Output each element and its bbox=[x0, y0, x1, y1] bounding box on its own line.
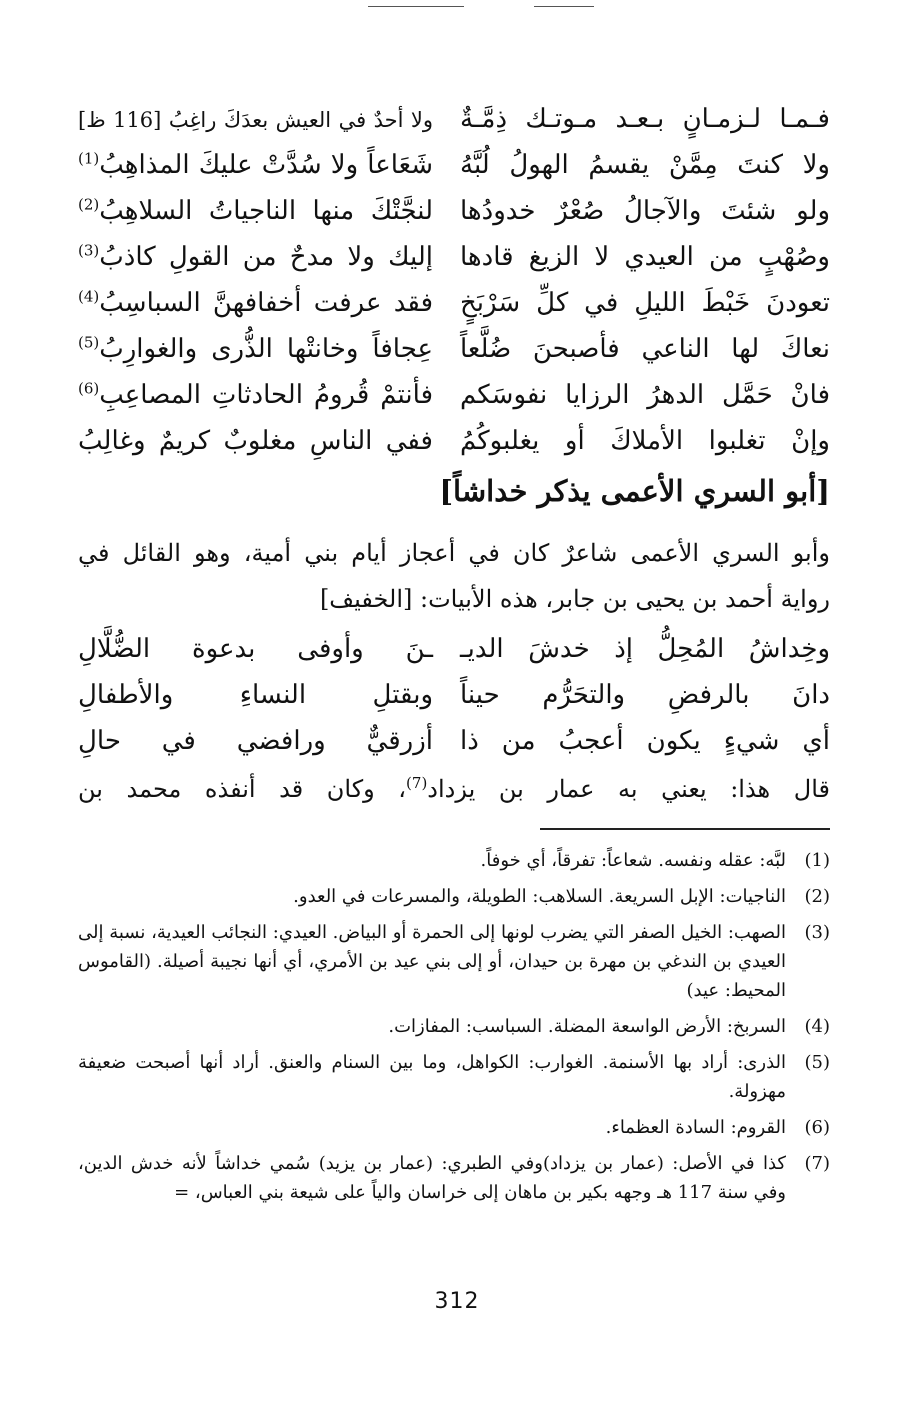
footnote-item bbox=[78, 1113, 830, 1142]
footnote-text: كذا في الأصل: (عمار بن يزداد)وفي الطبري: (عمار بن يزيد) سُمي خداشاً لأنه خدش الدين، وفي سنة 117 هـ وجهه بكير بن ماهان إلى خراسان والياً على شيعة بني العباس، = bbox=[78, 1153, 786, 1203]
verse-line bbox=[78, 106, 830, 152]
footnote-text: الذرى: أراد بها الأسنمة. الغوارب: الكواهل، وما بين السنام والعنق. أراد أنها أصبحت ضعيفة مهزولة. bbox=[78, 1052, 786, 1102]
footnotes bbox=[78, 846, 830, 1214]
verse-second-text: ولا أحدٌ في العيش بعدَكَ راغِبُ [116 ظ] bbox=[78, 108, 433, 132]
verse-first-hemistich: وخِداشُ المُحِلُّ إذ خدشَ الديـ bbox=[460, 634, 830, 664]
verse-line bbox=[78, 428, 830, 474]
prose-line: وأبو السري الأعمى شاعرٌ كان في أعجاز أيام بني أمية، وهو القائل في bbox=[78, 539, 830, 567]
verse-second-text: فقد عرفت أخفافهنَّ السباسِبُ bbox=[99, 288, 433, 318]
prose-line bbox=[78, 766, 830, 812]
footnote-marker: (3) bbox=[78, 241, 100, 260]
verse-second-text: فأنتمْ قُرومُ الحادثاتِ المصاعِبِ bbox=[99, 380, 433, 410]
verse-line bbox=[78, 379, 830, 428]
footnote-marker: (2) bbox=[78, 195, 100, 214]
page-number: 312 bbox=[434, 1289, 480, 1314]
footnote-number: (6) bbox=[804, 1117, 830, 1138]
verse-second-hemistich bbox=[78, 110, 433, 131]
verse-second-hemistich bbox=[78, 333, 433, 364]
verse-second-hemistich bbox=[78, 195, 433, 226]
verse-line bbox=[78, 195, 830, 244]
verse-first-hemistich: فـمـا لـزمـانٍ بـعـد مـوتـك ذِمَّـةٌ bbox=[460, 104, 830, 134]
verse-second-hemistich bbox=[78, 428, 433, 454]
verse-second-hemistich bbox=[78, 379, 433, 410]
verse-second-text: إليك ولا مدحٌ من القولِ كاذبُ bbox=[99, 242, 433, 272]
continuation-paragraph bbox=[78, 766, 830, 812]
verse-first-hemistich: ولو شئتَ والآجالُ صُعْرٌ خدودُها bbox=[460, 196, 830, 226]
verse-second-text: شَعَاعاً ولا سُدَّتْ عليكَ المذاهِبُ bbox=[99, 150, 433, 180]
footnote-text: الصهب: الخيل الصفر التي يضرب لونها إلى الحمرة أو البياض. العيدي: النجائب العيدية، نسبة إلى العيدي بن الندغي بن مهرة بن حيدان، أو إلى بني عيد بن الأمري، أي أنها نجيبة أصيلة. (القاموس المحيط: عيد) bbox=[78, 922, 786, 1001]
footnote-number: (3) bbox=[804, 922, 830, 943]
verse-second-hemistich: ـنَ وأوفى بدعوة الضُّلَّالِ bbox=[78, 634, 433, 664]
verse-second-hemistich bbox=[78, 241, 433, 272]
verse-line bbox=[78, 333, 830, 382]
footnote-number: (4) bbox=[804, 1016, 830, 1037]
footnote-marker: (5) bbox=[78, 333, 100, 352]
verse-first-hemistich: وإنْ تغلبوا الأملاكَ أو يغلبوكُمُ bbox=[460, 426, 830, 456]
footnote-number: (7) bbox=[804, 1153, 830, 1174]
section-heading: [أبو السري الأعمى يذكر خداشاً] bbox=[439, 474, 830, 508]
footnote-item bbox=[78, 882, 830, 911]
verse-line bbox=[78, 241, 830, 290]
verse-first-hemistich: ولا كنتَ مِمَّنْ يقسمُ الهولُ لُبَّهُ bbox=[460, 150, 830, 180]
header-rule-right bbox=[534, 6, 594, 7]
verse-line bbox=[78, 636, 830, 682]
footnote-text: الناجيات: الإبل السريعة. السلاهب: الطويلة، والمسرعات في العدو. bbox=[293, 886, 786, 907]
verse-first-hemistich: تعودنَ خَبْطَ الليلِ في كلِّ سَرْبَخٍ bbox=[460, 288, 830, 318]
footnote-number: (2) bbox=[804, 886, 830, 907]
footnote-text: السربخ: الأرض الواسعة المضلة. السباسب: المفازات. bbox=[388, 1016, 786, 1037]
verse-line bbox=[78, 287, 830, 336]
verse-first-hemistich: وصُهْبٍ من العيدي لا الزيغ قادها bbox=[460, 242, 830, 272]
footnote-text: القروم: السادة العظماء. bbox=[605, 1117, 786, 1138]
verse-second-hemistich bbox=[78, 149, 433, 180]
verse-line bbox=[78, 149, 830, 198]
footnote-marker: (7) bbox=[406, 774, 428, 792]
footnote-item bbox=[78, 918, 830, 1005]
footnote-marker: (1) bbox=[78, 149, 100, 168]
footnote-number: (1) bbox=[804, 850, 830, 871]
verse-second-text: ففي الناسِ مغلوبٌ كريمٌ وغالِبُ bbox=[78, 426, 433, 456]
verse-first-hemistich: دانَ بالرفضِ والتحَرُّم حيناً bbox=[460, 680, 830, 710]
footnote-item bbox=[78, 1048, 830, 1106]
verse-second-hemistich: وبقتلِ النساءِ والأطفالِ bbox=[78, 680, 433, 710]
verse-first-hemistich: فانْ حَمَّل الدهرُ الرزايا نفوسَكم bbox=[460, 380, 830, 410]
verse-first-hemistich: أي شيءٍ يكون أعجبُ من ذا bbox=[460, 726, 830, 756]
verse-line bbox=[78, 682, 830, 728]
verse-second-text: لنجَّتْكَ منها الناجياتُ السلاهِبُ bbox=[99, 196, 433, 226]
footnote-item bbox=[78, 1012, 830, 1041]
poem-two bbox=[78, 636, 830, 774]
footnote-number: (5) bbox=[804, 1052, 830, 1073]
prose-text: قال هذا: يعني به عمار بن يزداد bbox=[427, 775, 830, 803]
header-rule-left bbox=[368, 6, 464, 7]
prose-text: ، وكان قد أنفذه محمد بن bbox=[78, 775, 407, 803]
verse-second-hemistich bbox=[78, 287, 433, 318]
verse-second-hemistich: أزرقيٌّ ورافضي في حالِ bbox=[78, 726, 433, 756]
footnote-separator bbox=[540, 828, 830, 830]
verse-first-hemistich: نعاكَ لها الناعي فأصبحنَ ضُلَّعاً bbox=[460, 334, 830, 364]
intro-paragraph bbox=[78, 530, 830, 622]
footnote-text: لبَّه: عقله ونفسه. شعاعاً: تفرقاً، أي خوفاً. bbox=[480, 850, 786, 871]
footnote-item bbox=[78, 846, 830, 875]
footnote-marker: (4) bbox=[78, 287, 100, 306]
footnote-item bbox=[78, 1149, 830, 1207]
poem-one bbox=[78, 106, 830, 474]
footnote-marker: (6) bbox=[78, 379, 100, 398]
verse-second-text: عِجافاً وخانتْها الذُّرى والغوارِبُ bbox=[99, 334, 433, 364]
prose-line: رواية أحمد بن يحيى بن جابر، هذه الأبيات: [الخفيف] bbox=[319, 585, 830, 613]
